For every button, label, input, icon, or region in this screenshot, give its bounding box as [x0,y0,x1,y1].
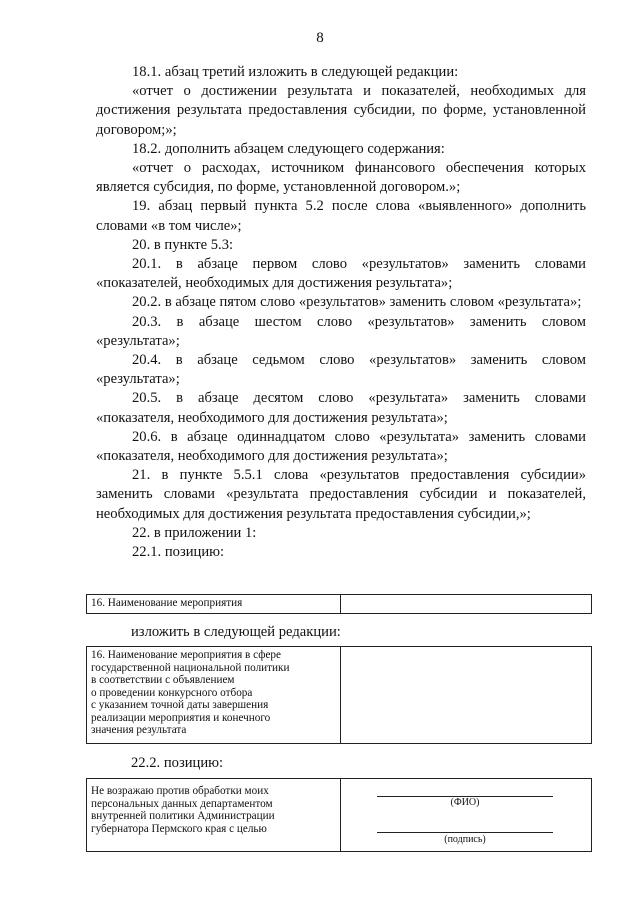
paragraph: 19. абзац первый пункта 5.2 после слова «выявленного» дополнить словами «в том числе»; [96,198,586,234]
cell-line: персональных данных департаментом [91,797,273,810]
consent-cell [87,779,341,851]
cell-line: о проведении конкурсного отбора [91,686,253,699]
document-body [96,63,586,562]
paragraph: 22.1. позицию: [132,544,225,561]
signature-caption: (подпись) [444,834,486,845]
table-cell-name [87,647,341,743]
cell-line: с указанием точной даты завершения [91,699,269,711]
paragraph: 21. в пункте 5.5.1 слова «результатов предоставления субсидии» заменить словами «результата предоставления субсидии и показателей, необходимых для достижения результата предоставления субсидии,»; [96,467,586,522]
cell-line: реализации мероприятия и конечного [91,711,271,724]
table-cell-name [87,595,341,613]
paragraph: «отчет о расходах, источником финансового обеспечения которых является субсидия, по форме, установленной договором.»; [96,160,586,196]
position-table-old [86,594,592,614]
paragraph: 22. в приложении 1: [132,524,257,541]
paragraph: 20.1. в абзаце первом слово «результатов» заменить словами «показателей, необходимых для достижения результата»; [96,256,586,292]
paragraph: 20.2. в абзаце пятом слово «результатов» заменить словом «результата»; [132,294,582,311]
paragraph: 20.5. в абзаце десятом слово «результата» заменить словами «показателя, необходимого для достижения результата»; [96,390,586,426]
paragraph: 20.6. в абзаце одиннадцатом слово «результата» заменить словами «показателя, необходимого для достижения результата»; [96,428,586,465]
cell-line: значения результата [91,724,187,736]
cell-line: в соответствии с объявлением [91,674,235,686]
paragraph: 20.4. в абзаце седьмом слово «результатов» заменить словом «результата»; [96,352,586,388]
paragraph: 18.1. абзац третий изложить в следующей редакции: [132,64,459,80]
paragraph: 18.2. дополнить абзацем следующего содержания: [132,140,445,157]
paragraph: 20. в пункте 5.3: [132,236,234,253]
cell-line: Не возражаю против обработки моих [91,785,269,797]
page-number: 8 [316,30,324,46]
fio-caption: (ФИО) [450,797,480,808]
position-table-new [86,646,592,744]
consent-table [86,778,592,852]
cell-line: государственной национальной политики [91,661,290,674]
cell-line: 16. Наименование мероприятия в сфере [91,649,281,661]
signature-line [377,832,553,833]
edit-label: изложить в следующей редакции: [131,624,341,640]
cell-line: внутренней политики Администрации [91,810,275,822]
cell-line: губернатора Пермского края с целью [91,822,267,835]
position-label: 22.2. позицию: [131,755,224,771]
paragraph: 20.3. в абзаце шестом слово «результатов» заменить словом «результата»; [96,313,586,349]
cell-text: 16. Наименование мероприятия [91,597,243,609]
paragraph: «отчет о достижении результата и показателей, необходимых для достижения результата предоставления субсидии, по форме, установленной договором;»; [96,83,586,138]
